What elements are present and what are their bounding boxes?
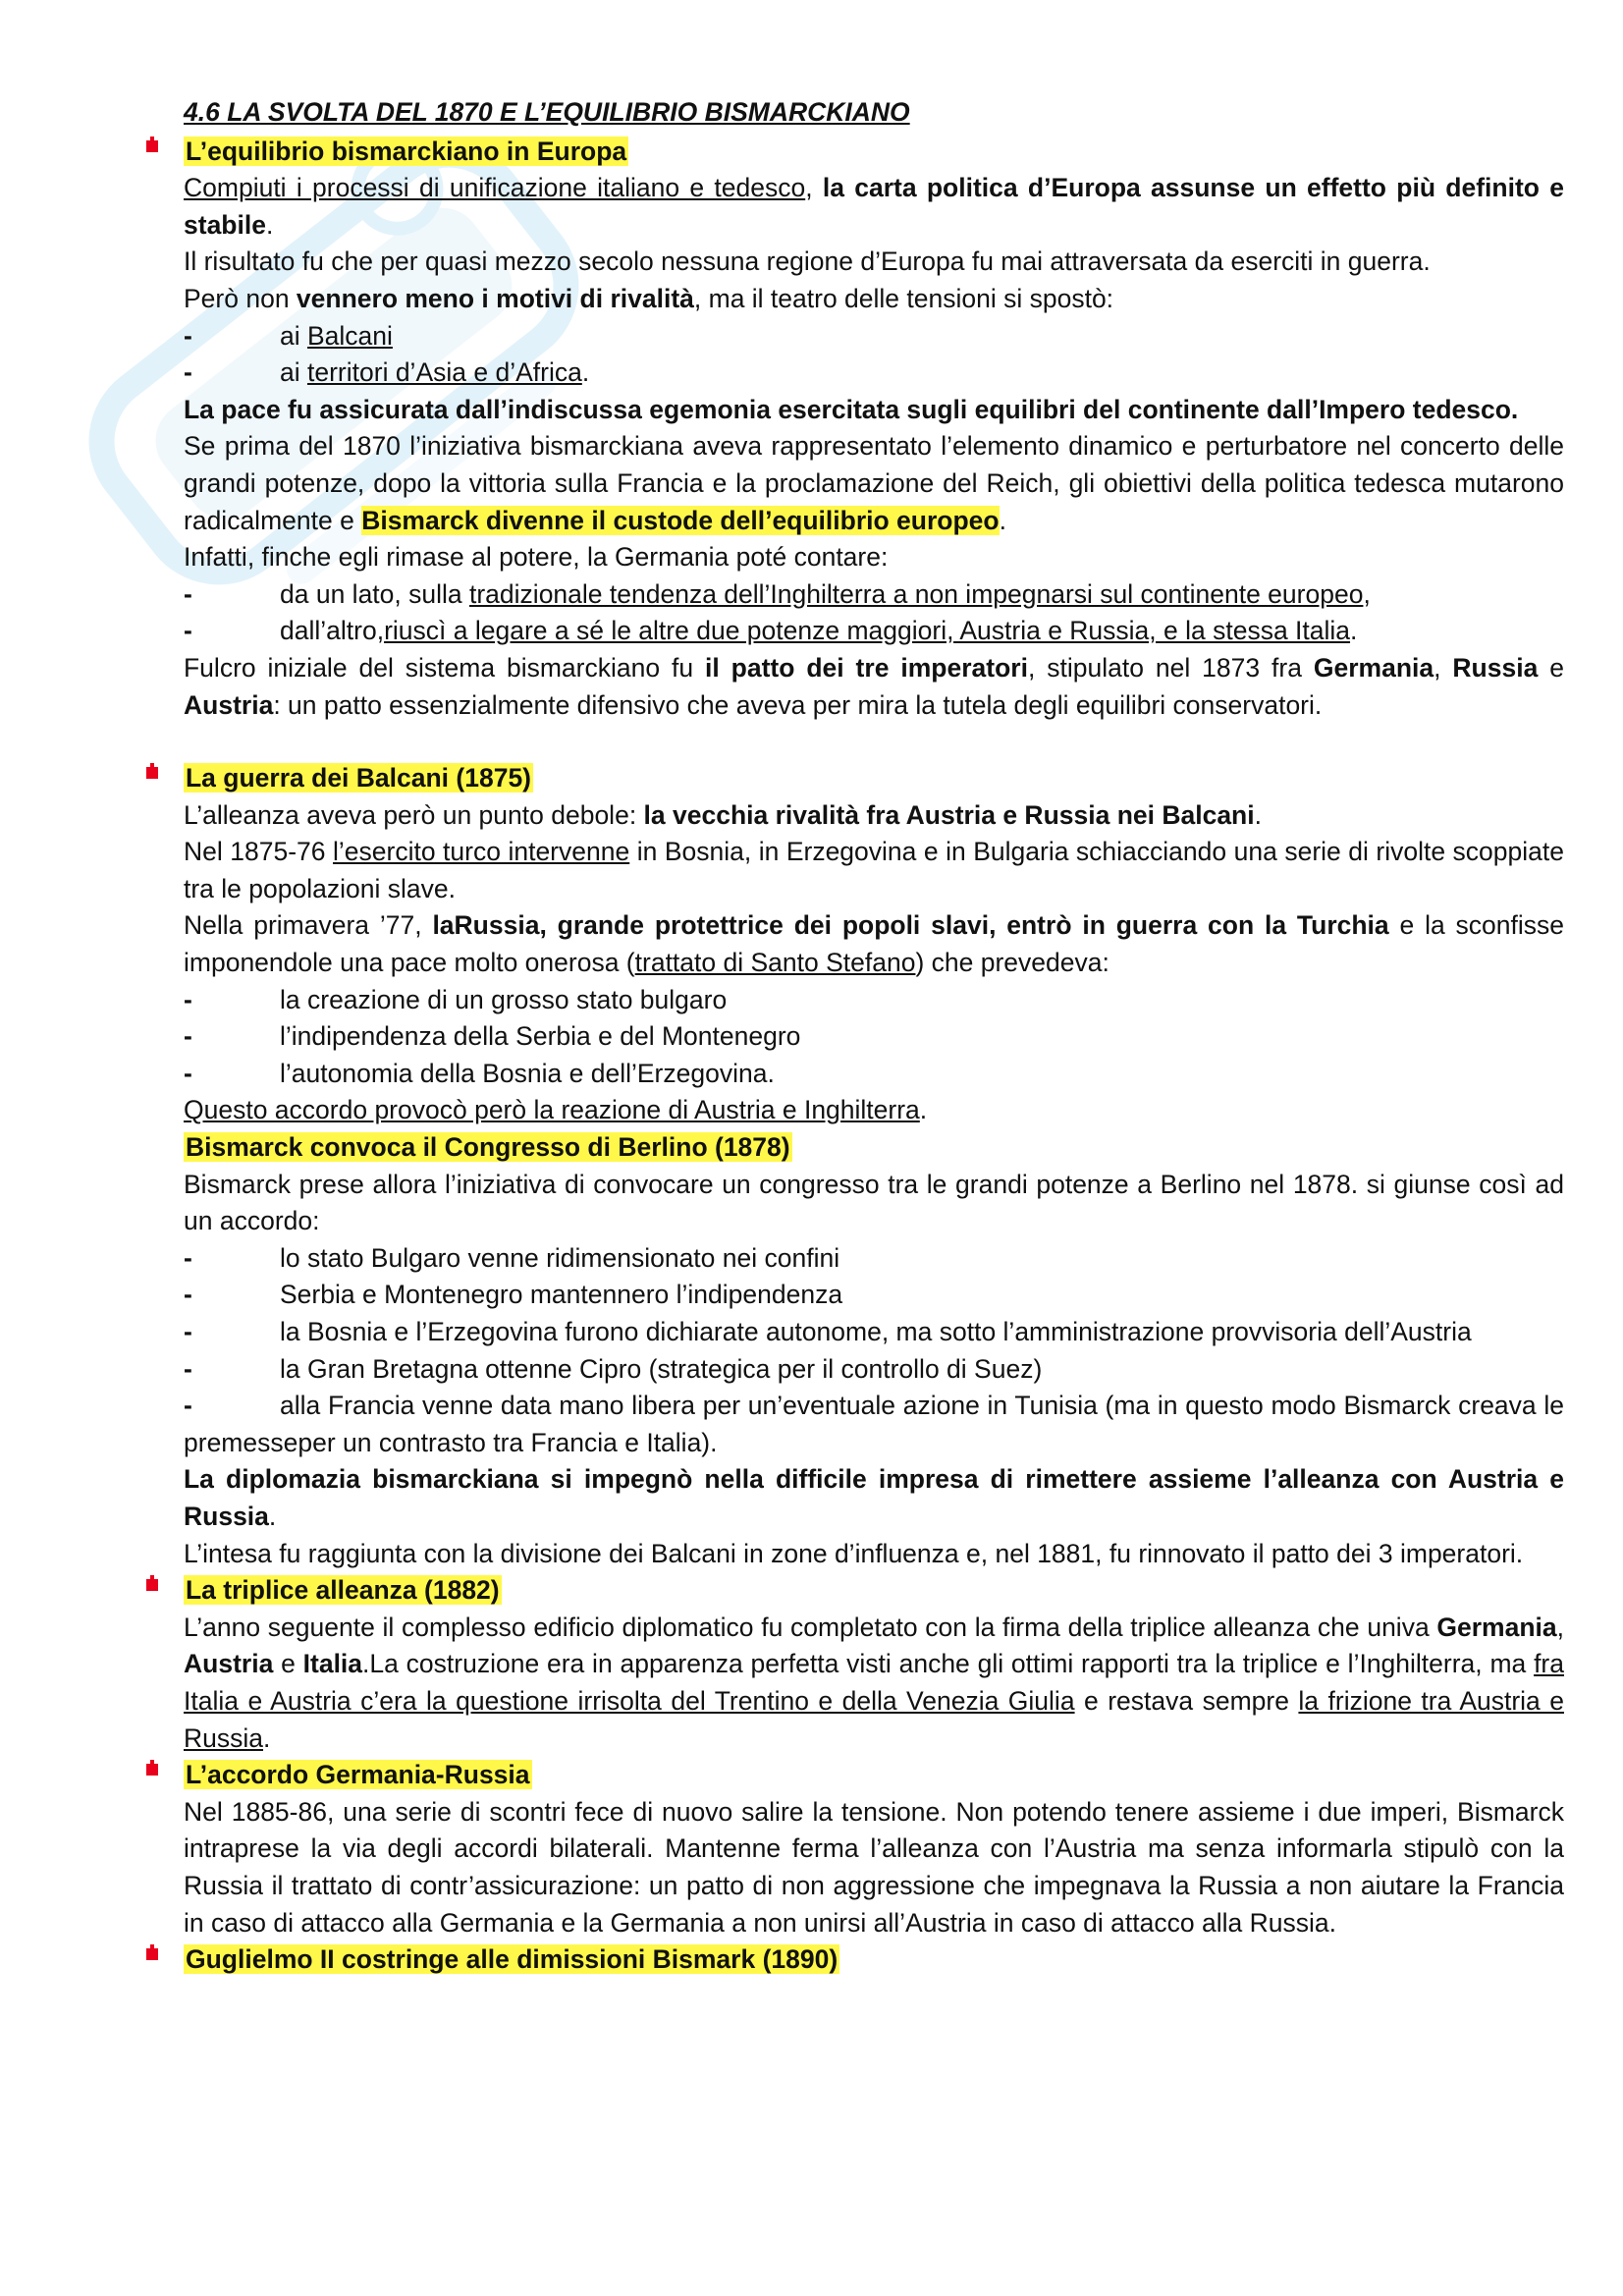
- spacer: [184, 724, 1564, 760]
- dash-list-item: [184, 982, 1564, 1019]
- dash-list-item: [184, 1018, 1564, 1056]
- text: .: [268, 1501, 277, 1531]
- bold-text: il patto dei tre imperatori: [705, 652, 1028, 683]
- paragraph: Infatti, finche egli rimase al potere, la Germania poté contare:: [184, 542, 889, 573]
- paragraph: Il risultato fu che per quasi mezzo secolo nessuna regione d’Europa fu mai attraversata da eserciti in guerra.: [184, 246, 1431, 277]
- text: Però non: [184, 283, 297, 313]
- dash-bullet-icon: -: [184, 357, 192, 388]
- text: : un patto essenzialmente difensivo che aveva per mira la tutela degli equilibri conservatori.: [273, 689, 1323, 720]
- text: la Bosnia e l’Erzegovina furono dichiarate autonome, ma sotto l’amministrazione provvisoria dell’Austria: [280, 1317, 1472, 1346]
- paragraph: Bismarck prese allora l’iniziativa di convocare un congresso tra le grandi potenze a Berlino nel 1878. si giunse così ad un accordo:: [184, 1169, 1564, 1236]
- text: e: [1538, 652, 1564, 683]
- text: .: [265, 209, 274, 240]
- text: L’anno seguente il complesso edificio diplomatico fu completato con la firma della triplice alleanza che univa: [184, 1612, 1437, 1642]
- heading-text: Bismarck convoca il Congresso di Berlino (1878): [186, 1132, 790, 1163]
- heading-text: La triplice alleanza (1882): [186, 1575, 500, 1606]
- dash-list-item: [184, 1314, 1564, 1351]
- bold-text: la vecchia rivalità fra Austria e Russia nei Balcani: [643, 799, 1255, 830]
- square-bullet-icon: [146, 1579, 158, 1591]
- text: la Gran Bretagna ottenne Cipro (strategica per il controllo di Suez): [280, 1353, 1043, 1384]
- text: la creazione di un grosso stato bulgaro: [280, 984, 728, 1014]
- text: Se prima del 1870 l’iniziativa bismarckiana aveva rappresentato l’elemento dinamico e perturbatore nel concerto delle grandi potenze, dopo la vittoria sulla Francia e la proclamazione del Reich, gli obiettivi della politica tedesca mutarono radicalmente e: [184, 431, 1564, 535]
- section-heading-equilibrio: [184, 134, 1564, 171]
- text: e: [273, 1649, 303, 1679]
- paragraph: [184, 428, 1564, 539]
- text: .La costruzione era in apparenza perfetta visti anche gli ottimi rapporti tra la triplice e l’Inghilterra, ma: [362, 1649, 1535, 1679]
- dash-bullet-icon: -: [184, 1242, 192, 1273]
- paragraph: [184, 797, 1564, 835]
- bold-text: Russia: [1452, 652, 1539, 683]
- text: in Bosnia, in Erzegovina e in Bulgaria schiacciando una serie di rivolte scoppiate tra le popolazioni slave.: [184, 837, 1564, 903]
- square-bullet-icon: [146, 1764, 158, 1776]
- dash-bullet-icon: -: [184, 578, 192, 609]
- text: dall’altro,: [280, 616, 385, 646]
- section-heading-guglielmo-ii: [184, 1941, 1564, 1979]
- heading-text: L’equilibrio bismarckiano in Europa: [186, 136, 627, 166]
- page-title: 4.6 LA SVOLTA DEL 1870 E L’EQUILIBRIO BISMARCKIANO: [184, 97, 910, 127]
- paragraph: [184, 1610, 1564, 1757]
- dash-bullet-icon: -: [184, 320, 192, 351]
- paragraph: L’intesa fu raggiunta con la divisione dei Balcani in zone d’influenza e, nel 1881, fu rinnovato il patto dei 3 imperatori.: [184, 1538, 1524, 1568]
- heading-text: Guglielmo II costringe alle dimissioni Bismark (1890): [186, 1944, 839, 1975]
- bold-text: Germania: [1436, 1612, 1557, 1642]
- text: L’alleanza aveva però un punto debole:: [184, 799, 644, 830]
- section-heading-triplice-alleanza: [184, 1572, 1564, 1610]
- underlined-text: tradizionale tendenza dell’Inghilterra a non impegnarsi sul continente europeo: [469, 578, 1364, 609]
- dash-bullet-icon: -: [184, 984, 192, 1014]
- square-bullet-icon: [146, 140, 158, 152]
- heading-text: L’accordo Germania-Russia: [186, 1760, 530, 1790]
- paragraph: [184, 907, 1564, 981]
- dash-list-item: [184, 1056, 1564, 1093]
- bold-text: Austria: [184, 1649, 274, 1679]
- text: ai: [280, 357, 307, 388]
- paragraph: [184, 1092, 1564, 1129]
- dash-bullet-icon: -: [184, 1391, 192, 1421]
- text: l’indipendenza della Serbia e del Montenegro: [280, 1021, 801, 1052]
- text: .: [919, 1095, 928, 1125]
- text: lo stato Bulgaro venne ridimensionato nei confini: [280, 1242, 840, 1273]
- text: ,: [1556, 1612, 1564, 1642]
- section-heading-accordo-germania-russia: [184, 1757, 1564, 1794]
- text: Fulcro iniziale del sistema bismarckiano fu: [184, 652, 706, 683]
- dash-list-item: [184, 355, 1564, 392]
- underlined-text: Balcani: [307, 320, 393, 351]
- dash-list-item: [184, 576, 1564, 614]
- dash-bullet-icon: -: [184, 1021, 192, 1052]
- text: ,: [1434, 652, 1453, 683]
- heading-text: La guerra dei Balcani (1875): [186, 763, 532, 793]
- text: e la sconfisse imponendole una pace molto onerosa (: [184, 910, 1564, 978]
- text: .: [581, 357, 590, 388]
- text: Nella primavera ’77,: [184, 910, 433, 941]
- dash-bullet-icon: -: [184, 1353, 192, 1384]
- bold-text: Austria: [184, 689, 274, 720]
- dash-list-item: [184, 1388, 1564, 1461]
- text: .: [999, 505, 1006, 535]
- paragraph: [184, 650, 1564, 724]
- text: .: [263, 1722, 271, 1753]
- text: ,: [1363, 578, 1371, 609]
- text: .: [1350, 616, 1358, 646]
- underlined-text: trattato di Santo Stefano: [634, 948, 916, 978]
- text: .: [1254, 799, 1262, 830]
- dash-bullet-icon: -: [184, 1058, 192, 1088]
- bold-paragraph: La pace fu assicurata dall’indiscussa egemonia esercitata sugli equilibri del continente dall’Impero tedesco.: [184, 394, 1519, 424]
- underlined-text: Questo accordo provocò però la reazione di Austria e Inghilterra: [184, 1095, 920, 1125]
- highlighted-text: Bismarck divenne il custode dell’equilibrio europeo: [361, 505, 1000, 535]
- paragraph: [184, 170, 1564, 244]
- dash-list-item: [184, 1240, 1564, 1278]
- bold-text: vennero meno i motivi di rivalità: [296, 283, 694, 313]
- text: ) che prevedeva:: [915, 948, 1109, 978]
- dash-list-item: [184, 1351, 1564, 1389]
- text: , ma il teatro delle tensioni si spostò:: [693, 283, 1114, 313]
- dash-list-item: [184, 318, 1564, 355]
- underlined-text: l’esercito turco intervenne: [333, 837, 630, 867]
- underlined-text: la frizione tra Austria e Russia: [184, 1685, 1564, 1753]
- dash-bullet-icon: -: [184, 1280, 192, 1310]
- paragraph: [184, 834, 1564, 907]
- dash-list-item: [184, 613, 1564, 650]
- underlined-text: riuscì a legare a sé le altre due potenze maggiori, Austria e Russia, e la stessa Italia: [384, 616, 1351, 646]
- text: alla Francia venne data mano libera per un’eventuale azione in Tunisia (ma in questo modo Bismarck creava le premesseper un contrasto tra Francia e Italia).: [184, 1391, 1564, 1457]
- bold-text: laRussia, grande protettrice dei popoli slavi, entrò in guerra con la Turchia: [432, 910, 1389, 941]
- text: da un lato, sulla: [280, 578, 469, 609]
- dash-bullet-icon: -: [184, 1317, 192, 1346]
- paragraph: [184, 281, 1564, 318]
- paragraph: Nel 1885-86, una serie di scontri fece di nuovo salire la tensione. Non potendo tenere assieme i due imperi, Bismarck intraprese la via degli accordi bilaterali. Mantenne ferma l’alleanza con l’Austria ma senza informarla stipulò con la Russia il trattato di contr’assicurazione: un patto di non aggressione che impegnava la Russia a non aiutare la Francia in caso di attacco alla Germania e la Germania a non unirsi all’Austria in caso di attacco alla Russia.: [184, 1796, 1564, 1938]
- dash-bullet-icon: -: [184, 616, 192, 646]
- bold-text: la carta politica d’Europa assunse un effetto più definito e stabile: [184, 173, 1564, 240]
- section-heading-congresso-berlino: [184, 1129, 1564, 1167]
- underlined-text: territori d’Asia e d’Africa: [307, 357, 582, 388]
- square-bullet-icon: [146, 1948, 158, 1960]
- bold-text: Italia: [302, 1649, 363, 1679]
- underlined-text: Compiuti i processi di unificazione italiano e tedesco: [184, 173, 806, 203]
- paragraph: [184, 1461, 1564, 1535]
- text: l’autonomia della Bosnia e dell’Erzegovina.: [280, 1058, 775, 1088]
- underlined-text: fra Italia e Austria c’era la questione irrisolta del Trentino e della Venezia Giulia: [184, 1649, 1564, 1716]
- bold-text: Germania: [1313, 652, 1434, 683]
- square-bullet-icon: [146, 767, 158, 779]
- text: e restava sempre: [1074, 1685, 1299, 1716]
- text: ,: [805, 173, 823, 203]
- section-heading-guerra-balcani: [184, 760, 1564, 797]
- document-body: [184, 94, 1564, 1979]
- text: ai: [280, 320, 307, 351]
- bold-text: La diplomazia bismarckiana si impegnò nella difficile impresa di rimettere assieme l’alleanza con Austria e Russia: [184, 1464, 1564, 1531]
- text: Nel 1875-76: [184, 837, 333, 867]
- text: Serbia e Montenegro mantennero l’indipendenza: [280, 1280, 843, 1310]
- dash-list-item: [184, 1277, 1564, 1314]
- text: , stipulato nel 1873 fra: [1027, 652, 1314, 683]
